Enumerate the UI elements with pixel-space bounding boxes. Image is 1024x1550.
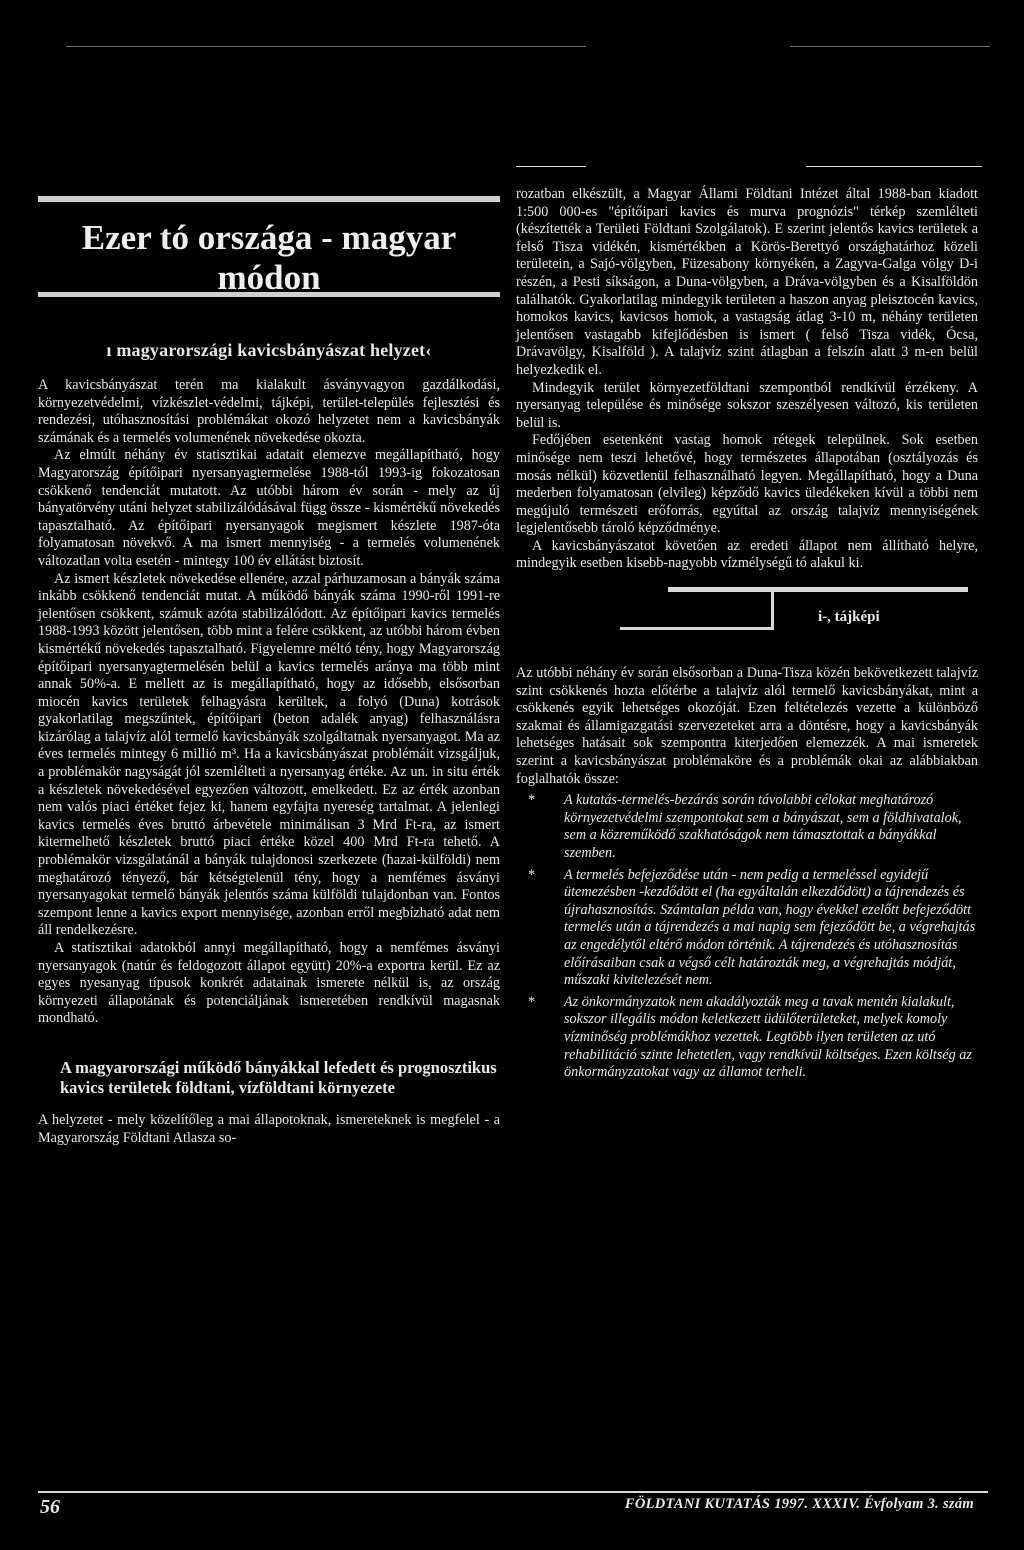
footer-rule <box>38 1491 988 1493</box>
problem-list <box>516 792 978 1082</box>
right-paragraph-5: Az utóbbi néhány év során elsősorban a Duna-Tisza közén bekövetkezett talajvíz szint csökkenés hozta előtérbe a talajvíz alól termelő kavicsbányákat, mint a csökkenés egyik lehetséges okozóját. Ezen feltételezés vezette a különböző szakmai és államigazgatási szervezeteket arra a döntésre, hogy a kavicsbányák lehetséges hatásait sok szempontra kiterjedően elemezzék. A mai ismeretek szerint a kavicsbányászat problémaköre és a problémák okai az alábbiakban foglalhatók össze: <box>516 665 978 787</box>
list-item: * A termelés befejeződése után - nem pedig a termeléssel egyidejű ütemezésben -kezdődött el (ha egyáltalán elkezdődött) a tájrendezés és újrahasznosítás. Számtalan példa van, hogy évekkel ezelőtt befejeződött termelés után a tájrendezés a mai napig sem fejeződött be, a végrehajtás az engedélytől eltérő módon történik. A tájrendezés és utóhasznosítás előírásaiban csak a végső célt határozták meg, a végrehajtás módját, műszaki kivitelezését nem. <box>528 866 976 989</box>
left-paragraph-2: Az elmúlt néhány év statisztikai adatait elemezve megállapítható, hogy Magyarország építőipari nyersanyagtermelése 1988-tól 1993-ig fokozatosan csökkenő tendenciát mutatott. Az utóbbi három év során - mely az új bányatörvény utáni helyzet stabilizálódásával függ össze - kismértékű növekedés tapasztalható. Az építőipari nyersanyagok megismert készlete 1987-óta folyamatosan növekvő. A ma ismert mennyiség - a termelés volumenének változatlan volta esetén - mintegy 100 év ellátást biztosít. <box>38 447 500 569</box>
right-paragraph-4: A kavicsbányászatot követően az eredeti állapot nem állítható helyre, mindegyik esetben kisebb-nagyobb vízmélységű tó alakul ki. <box>516 537 978 572</box>
bullet-star-icon: * <box>528 792 536 809</box>
header-rule-right-a <box>516 166 586 167</box>
list-item: * Az önkormányzatok nem akadályozták meg a tavak mentén kialakult, sokszor illegális módon keletkezett üdülőterületeket, melyek komoly vízminőség problémákhoz vezettek. Legtöbb ilyen területen az utó rehabilitáció szinte lehetetlen, vagy rendkívül költséges. Ezen költség az önkormányzatokat vagy az államot terheli. <box>528 993 972 1081</box>
left-paragraph-1: A kavicsbányászat terén ma kialakult ásványvagyon gazdálkodási, környezetvédelmi, vízkészlet-védelmi, tájképi, terület-település fejlesztési és rendezési, utóhasznosítási problémákat okozó helyzetet nem a kavicsbányák számának és a termelés volumenének növekedése okozta. <box>38 377 500 446</box>
left-paragraph-4: A statisztikai adatokból annyi megállapítható, hogy a nemfémes ásványi nyersanyagok (natúr és feldogozott állapot együtt) 20%-a exportra kerül. Ez az egyes nyesanyag típusok konkrét adatainak ismerete nélkül is, az ország környezeti állapotának és potenciáljának ismeretében rendkívül magasnak mondható. <box>38 940 500 1027</box>
left-column <box>38 196 500 1147</box>
right-paragraph-1: rozatban elkészült, a Magyar Állami Földtani Intézet által 1988-ban kiadott 1:500 000-es "építőipari kavics és murva prognózis" térkép szemlélteti (készítették a Területi Földtani Szolgálatok). E szerint jelentős kavics területek a felső Tisza vidékén, kismértékben a Körös-Berettyó országhatárhoz közeli területein, a Sajó-völgyben, Füzesabony környékén, a Zagyva-Galga völgy D-i részén, a Pesti síkságon, a Duna-völgyben, a Dráva-völgyben és a Kisalföldön találhatók. Gyakorlatilag mindegyik területen a haszon anyag pleisztocén kavics, homokos kavics, kavicsos homok, a vastagság átlag 3-10 m, néhány területen jelentősen vastagabb kifejlődésben is ismert ( felső Tisza vidék, Ócsa, Drávavölgy, Kisalföld ). A talajvíz szint átlagban a felszín alatt 3 m-en belül helyezkedik el. <box>516 186 978 378</box>
right-paragraph-3: Fedőjében esetenként vastag homok rétegek települnek. Sok esetben minősége nem teszi lehetővé, hogy természetes állapotában (osztályozás és mosás nélkül) közvetlenül felhasználható legyen. Megállapítható, hogy a Duna mederben folyamatosan (elvileg) képződő kavics üledékeken kívül a többi nem megújuló természeti erőforrás, egyúttal az ország talajvíz mennyiségének legjelentősebb tároló képződménye. <box>516 432 978 537</box>
section-heading-geology: A magyarországi működő bányákkal lefedett és prognosztikus kavics területek földtani, vízföldtani környezete <box>60 1057 497 1097</box>
section-rule-bottom <box>620 627 774 630</box>
bullet-star-icon: * <box>528 866 536 883</box>
right-paragraph-2: Mindegyik terület környezetföldtani szempontból rendkívül érzékeny. A nyersanyag települése és minősége sokszor szeszélyesen változó, kis területen belül is. <box>516 379 978 431</box>
left-paragraph-3: Az ismert készletek növekedése ellenére, azzal párhuzamosan a bányák száma inkább csökkenő tendenciát mutat. A működő bányák száma 1990-ről 1991-re jelentősen csökkent, számuk azóta stabilizálódott. Az építőipari kavics termelés 1988-1993 között jelentősen, több mint a felére csökkent, az utóbbi három évben kismértékű növekedés tapasztalható. Figyelemre méltó tény, hogy Magyarország építőipari nyersanyagtermelésén belül a kavics termelés aránya ma több mint annak 50%-a. E mellett az is megállapítható, hogy az idősebb, elsősorban miocén kavics területek felhagyásra kerültek, a folyó (Duna) kotrások gyakorlatilag megszűntek, építőipari (beton adalék anyag) felhasználásra kizárólag a talajvíz alól termelő kavicsbányák szolgáltatnak nyersanyagot. Ma az éves termelés mintegy 6 millió m³. Ha a kavicsbányászat problémáit vizsgáljuk, a problémakör nagyságát jól szemlélteti a nyersanyag értéke. Az un. in situ érték a készletek növekedésével egyezően változott, emelkedett. Ez az érték azonban nem valós piaci értéket fejez ki, hanem egyfajta nyereség tartalmat. A jelenlegi kavics termelés éves bruttó árbevétele minimálisan 3 Mrd Ft-ra, az ismert kitermelhető készletek bruttó piaci értéke közel 400 Mrd Ft-ra tehető. A problémakör vizsgálatánál a bányák tulajdonosi szerkezete (hazai-külföldi) nem meghatározó tényező, bár kétségtelenül tény, hogy a nemfémes ásványi nyersanyagokat termelő bányák jelentős száma külföldi tulajdonban van. Fontos szempont lenne a kavics export mennyisége, azonban erről megbízható adat nem áll rendelkezésre. <box>38 570 500 939</box>
top-rule-right <box>790 46 990 47</box>
bullet-star-icon: * <box>528 993 536 1010</box>
journal-citation: FÖLDTANI KUTATÁS 1997. XXXIV. Évfolyam 3. szám <box>624 1496 974 1512</box>
section-rule-top <box>668 587 968 592</box>
section-rule-vertical <box>771 587 774 629</box>
top-rule-left <box>66 46 586 47</box>
article-title: Ezer tó országa - magyar módon <box>81 218 457 297</box>
page-number: 56 <box>40 1496 60 1518</box>
list-item: * A kutatás-termelés-bezárás során távolabbi célokat meghatározó környezetvédelmi szempontokat sem a bányászat, sem a földhivatalok, sem a közreműködő szakhatóságok nem támasztottak a bányákkal szemben. <box>528 792 962 861</box>
section-label: i-, tájképi <box>818 609 880 626</box>
header-rule-right-b <box>806 166 982 167</box>
right-column <box>516 186 978 1086</box>
left-paragraph-tail: A helyzetet - mely közelítőleg a mai állapotoknak, ismereteknek is megfelel - a Magyarország Földtani Atlasza so- <box>38 1111 500 1146</box>
section-heading-landscape <box>516 587 978 665</box>
article-subtitle: ı magyarországi kavicsbányászat helyzet‹ <box>106 340 432 360</box>
